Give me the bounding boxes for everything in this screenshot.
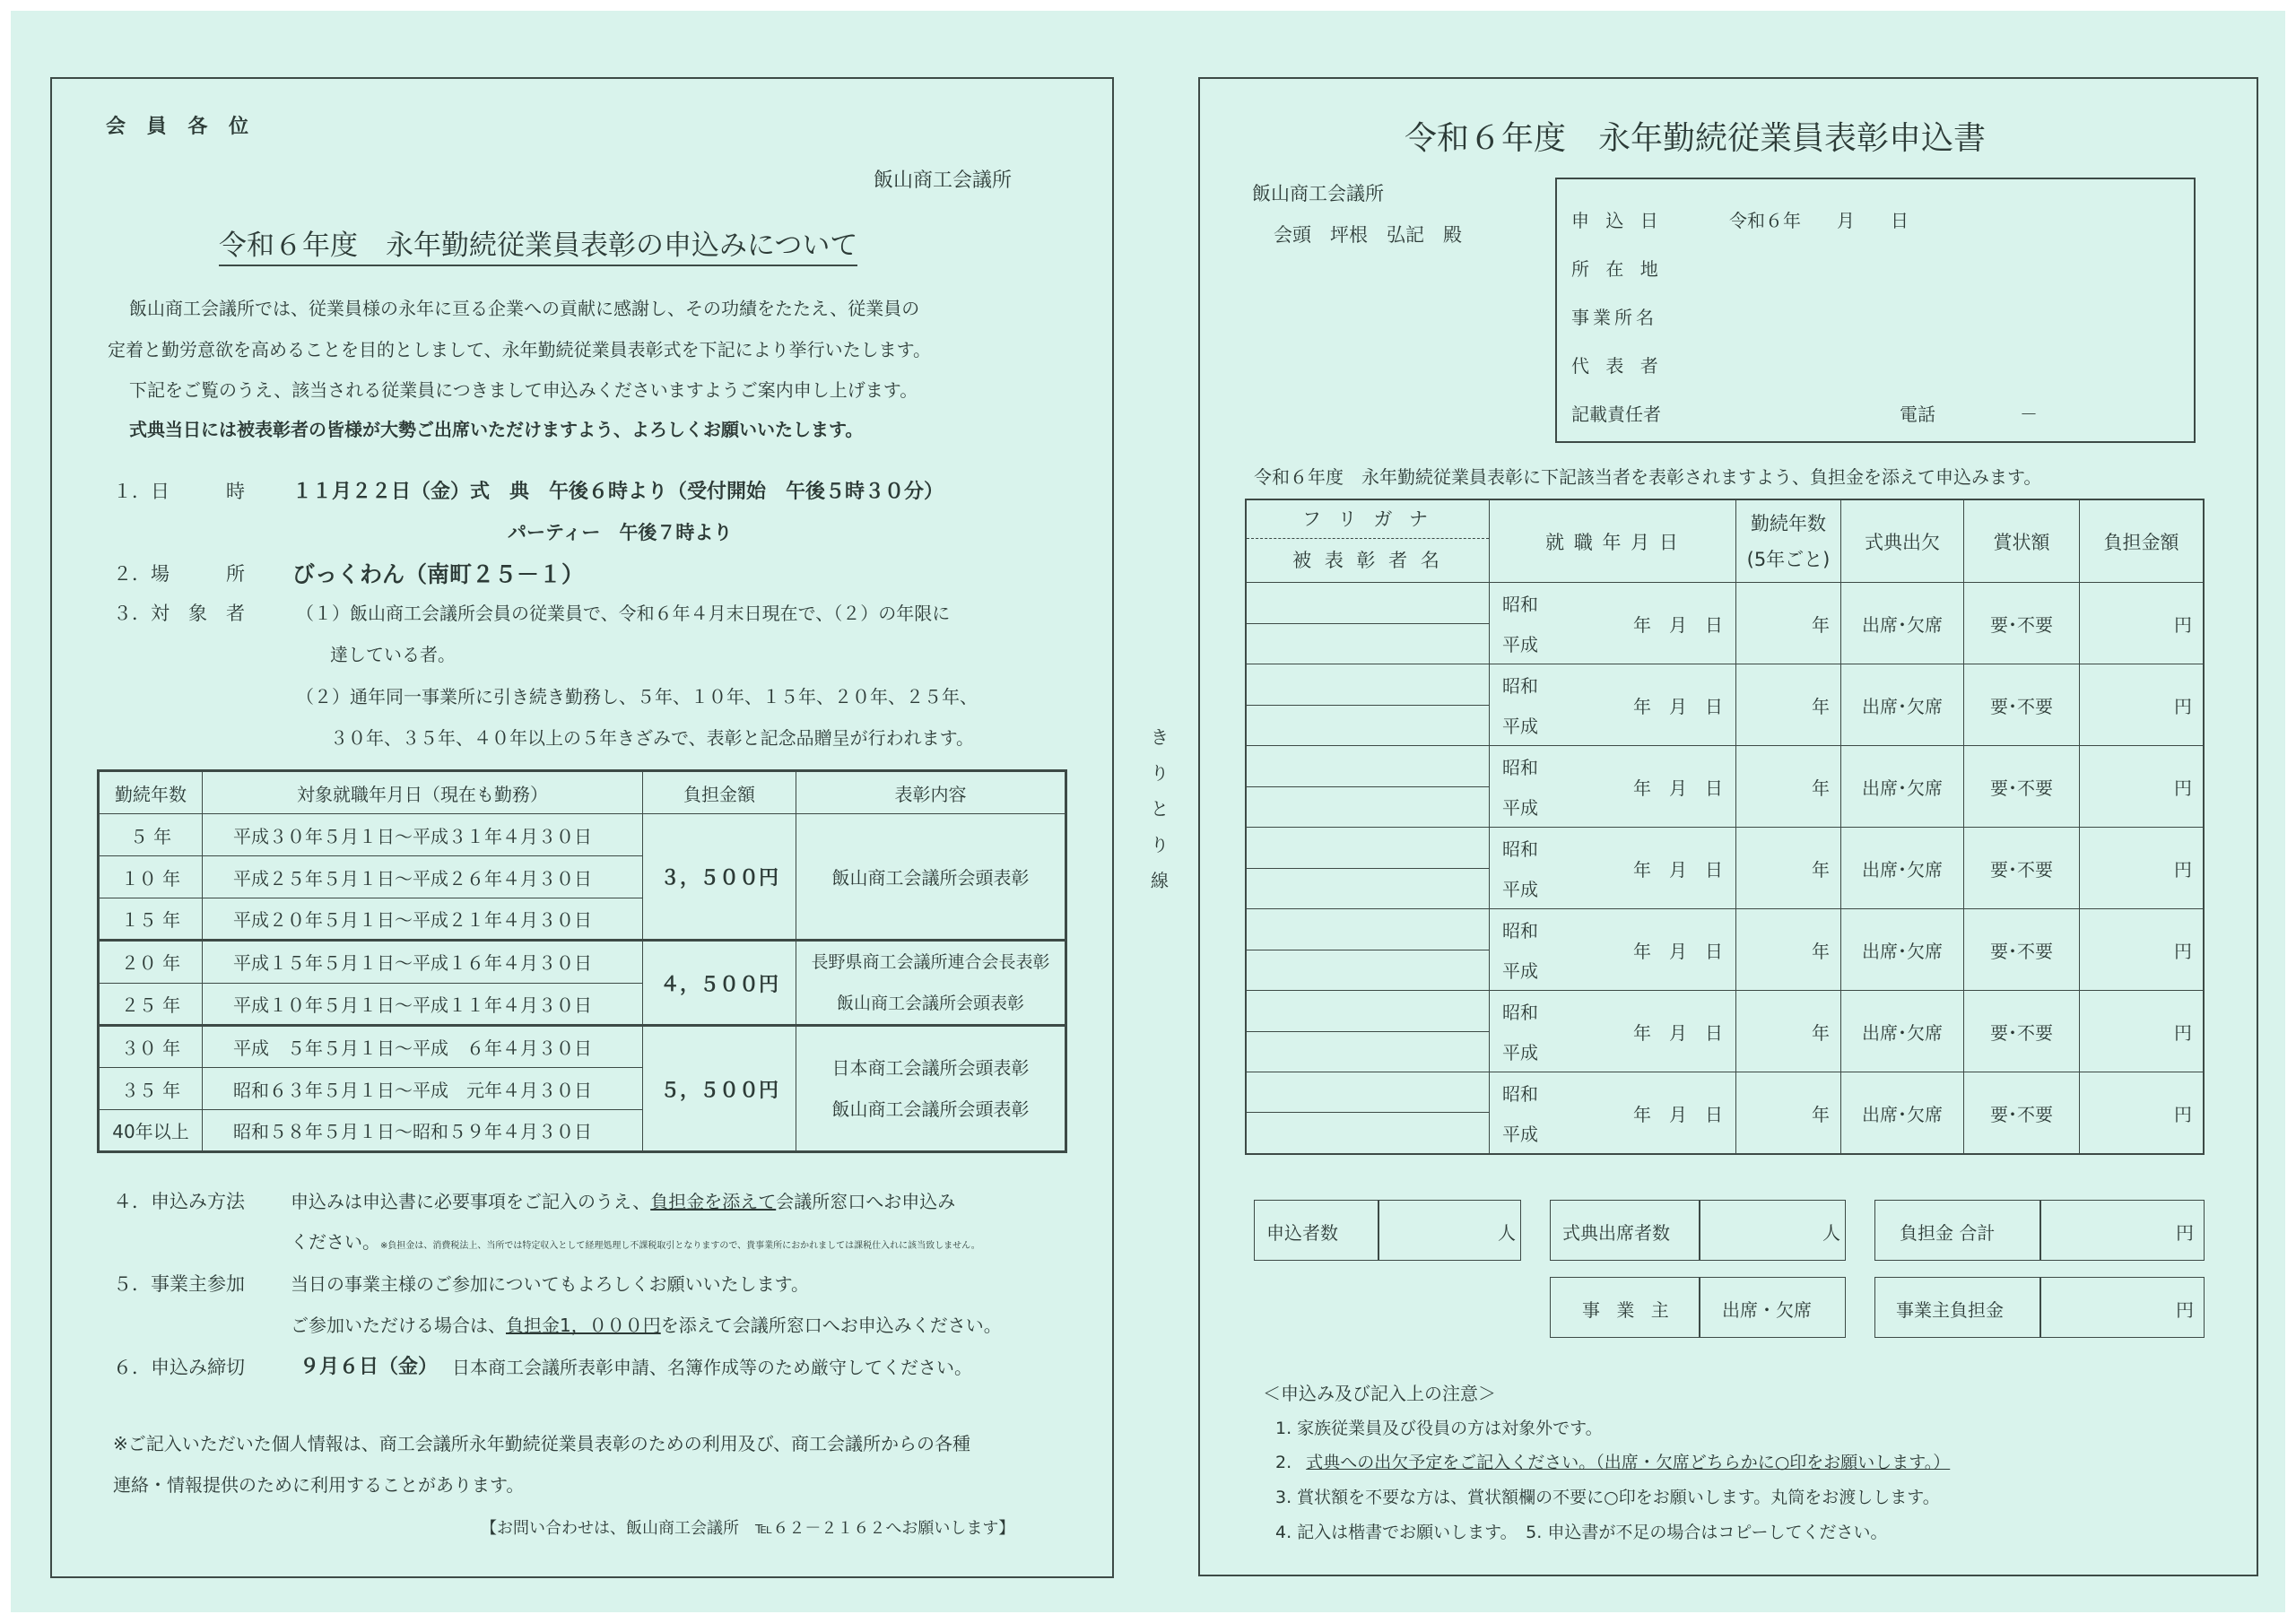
era-heisei: 平成: [1502, 634, 1538, 655]
applicant-rows: [1246, 583, 2204, 1155]
certificate-cell[interactable]: [1964, 746, 2080, 828]
item1-party: パーティー 午後７時より: [508, 522, 733, 543]
notes-title: ＜申込み及び記入上の注意＞: [1263, 1383, 1496, 1404]
era-heisei: 平成: [1502, 797, 1538, 819]
attendee-count-unit[interactable]: 人: [1822, 1222, 1840, 1244]
fee-cell: ５，５００円: [643, 1026, 796, 1152]
owner-attendance[interactable]: 出席・欠席: [1722, 1299, 1812, 1321]
era-showa: 昭和: [1502, 594, 1538, 615]
attendee-count-label: 式典出席者数: [1562, 1222, 1670, 1244]
th-employment-date: 就 職 年 月 日: [1490, 499, 1736, 583]
app-date-label: 申 込 日: [1571, 210, 1664, 231]
row-period: 平成２０年５月１日～平成２１年４月３０日: [203, 898, 643, 941]
row-years: １５ 年: [99, 898, 203, 941]
form-lead: 令和６年度 永年勤続従業員表彰に下記該当者を表彰されますよう、負担金を添えて申込みます。: [1254, 466, 2042, 488]
certificate-cell[interactable]: [1964, 664, 2080, 746]
furigana-input[interactable]: [1246, 583, 1490, 624]
date-units: 年 月 日: [1633, 940, 1723, 962]
era-heisei: 平成: [1502, 1042, 1538, 1063]
note-2-number: 2.: [1275, 1453, 1292, 1472]
name-input[interactable]: [1246, 623, 1490, 664]
item6-date: ９月６日（金）: [300, 1356, 439, 1378]
era-heisei: 平成: [1502, 716, 1538, 737]
app-date-value[interactable]: 令和６年 月 日: [1729, 210, 1909, 231]
era-showa: 昭和: [1502, 1002, 1538, 1023]
fee-total-unit[interactable]: 円: [2176, 1222, 2194, 1244]
cut-char: り: [1151, 762, 1169, 784]
fee-amount-cell[interactable]: [2080, 828, 2205, 909]
applicant-count-unit[interactable]: 人: [1498, 1222, 1516, 1244]
service-years-cell[interactable]: [1736, 583, 1841, 664]
yen-unit: 円: [2174, 858, 2192, 881]
name-input[interactable]: [1246, 868, 1490, 909]
award-line: 飯山商工会議所会頭表彰: [836, 994, 1024, 1013]
th-attendance: 式典出欠: [1841, 499, 1964, 583]
cut-char: と: [1151, 798, 1169, 820]
applicant-row: [1246, 828, 2204, 869]
name-input[interactable]: [1246, 950, 1490, 991]
owner-fee-unit[interactable]: 円: [2176, 1299, 2194, 1321]
service-years-cell[interactable]: [1736, 828, 1841, 909]
salutation: 会 員 各 位: [106, 116, 256, 138]
row-period: 平成２５年５月１日～平成２６年４月３０日: [203, 856, 643, 898]
era-showa: 昭和: [1502, 675, 1538, 697]
era-showa: 昭和: [1502, 1083, 1538, 1105]
item1-label: １．日 時: [113, 481, 245, 502]
th-service-years: [1736, 499, 1841, 583]
award-line: 飯山商工会議所会頭表彰: [831, 1098, 1030, 1120]
attendance-cell[interactable]: [1841, 991, 1964, 1072]
employment-date-cell[interactable]: [1490, 746, 1736, 828]
attend-divider: [1699, 1200, 1700, 1261]
item4-text-c: ください。: [291, 1231, 380, 1253]
item4-line-2: [291, 1228, 980, 1254]
intro-line-3: 下記をご覧のうえ、該当される従業員につきまして申込みくださいますようご案内申し上げます。: [129, 379, 918, 401]
owner-fee-label: 事業主負担金: [1896, 1299, 2004, 1321]
name-input[interactable]: [1246, 1031, 1490, 1072]
fee-amount-cell[interactable]: [2080, 583, 2205, 664]
yen-unit: 円: [2174, 1103, 2192, 1125]
phone-dash: －: [2020, 404, 2038, 425]
form-title: 令和６年度 永年勤続従業員表彰申込書: [1405, 120, 1987, 157]
item4-text-b: 会議所窓口へお申込み: [776, 1191, 956, 1212]
certificate-cell[interactable]: [1964, 991, 2080, 1072]
applicant-row: [1246, 664, 2204, 706]
year-unit: 年: [1812, 1021, 1830, 1044]
date-units: 年 月 日: [1633, 1021, 1723, 1044]
service-years-cell[interactable]: [1736, 1072, 1841, 1155]
row-period: 平成 ５年５月１日～平成 ６年４月３０日: [203, 1026, 643, 1068]
year-unit: 年: [1812, 695, 1830, 717]
intro-bold-line: 式典当日には被表彰者の皆様が大勢ご出席いただけますよう、よろしくお願いいたします。: [129, 419, 864, 440]
privacy-line-2: 連絡・情報提供のために利用することがあります。: [113, 1474, 525, 1496]
service-years-cell[interactable]: [1736, 664, 1841, 746]
note-2-text: 式典への出欠予定をご記入ください。（出席・欠席どちらかに○印をお願いします。）: [1306, 1453, 1951, 1472]
th-period: 対象就職年月日（現在も勤務）: [203, 771, 643, 814]
certificate-choice: 要･不要: [1990, 777, 2053, 799]
attendance-choice: 出席･欠席: [1862, 858, 1943, 881]
certificate-choice: 要･不要: [1990, 940, 2053, 962]
year-unit: 年: [1812, 777, 1830, 799]
attendance-cell[interactable]: [1841, 746, 1964, 828]
award-cell: 飯山商工会議所会頭表彰: [796, 814, 1066, 941]
era-showa: 昭和: [1502, 838, 1538, 860]
furigana-input[interactable]: [1246, 1072, 1490, 1113]
row-period: 平成３０年５月１日～平成３１年４月３０日: [203, 814, 643, 856]
item5-label: ５．事業主参加: [113, 1273, 245, 1295]
attendance-cell[interactable]: [1841, 583, 1964, 664]
name-input[interactable]: [1246, 786, 1490, 828]
item5-text-underlined: 負担金1，０００円: [506, 1315, 661, 1336]
th-name: [1246, 499, 1490, 583]
note-2: [1275, 1449, 1950, 1473]
attendance-choice: 出席･欠席: [1862, 1103, 1943, 1125]
era-showa: 昭和: [1502, 920, 1538, 942]
date-units: 年 月 日: [1633, 858, 1723, 881]
cut-char: き: [1151, 726, 1169, 748]
scanned-sheet: [11, 11, 2285, 1612]
furigana-input[interactable]: [1246, 664, 1490, 706]
item1-date: １１月２２日（金）式 典 午後６時より（受付開始 午後５時３０分）: [292, 481, 944, 503]
note-4: 4. 記入は楷書でお願いします。 5. 申込書が不足の場合はコピーしてください。: [1275, 1523, 1888, 1542]
attendance-choice: 出席･欠席: [1862, 1021, 1943, 1044]
row-years: ３５ 年: [99, 1068, 203, 1110]
cut-line-label: [1146, 719, 1173, 898]
service-years-cell[interactable]: [1736, 746, 1841, 828]
row-years: ５ 年: [99, 814, 203, 856]
item3-line-3: （２）通年同一事業所に引き続き勤務し、５年、１０年、１５年、２０年、２５年、: [296, 686, 978, 707]
employment-date-cell[interactable]: [1490, 583, 1736, 664]
service-years-cell[interactable]: [1736, 909, 1841, 991]
item3-line-4: ３０年、３５年、４０年以上の５年きざみで、表彰と記念品贈呈が行われます。: [330, 727, 974, 749]
era-showa: 昭和: [1502, 757, 1538, 778]
fee-amount-cell[interactable]: [2080, 991, 2205, 1072]
certificate-choice: 要･不要: [1990, 695, 2053, 717]
fee-cell: ４，５００円: [643, 941, 796, 1026]
item4-tax-note: ※負担金は、消費税法上、当所では特定収入として経理処理し不課税取引となりますので、貴事業所におかれましては課税仕入れに該当致しません。: [380, 1241, 980, 1251]
attendance-choice: 出席･欠席: [1862, 695, 1943, 717]
cut-char: り: [1151, 834, 1169, 855]
fee-amount-cell[interactable]: [2080, 909, 2205, 991]
item4-text-a: 申込みは申込書に必要事項をご記入のうえ、: [291, 1191, 651, 1212]
company-label: 事業所名: [1571, 307, 1657, 328]
row-period: 昭和６３年５月１日～平成 元年４月３０日: [203, 1068, 643, 1110]
row-period: 平成１５年５月１日～平成１６年４月３０日: [203, 941, 643, 984]
award-line: 長野県商工会議所連合会長表彰: [811, 952, 1050, 972]
furigana-input[interactable]: [1246, 991, 1490, 1032]
row-years: ２５ 年: [99, 983, 203, 1026]
item2-label: ２．場 所: [113, 563, 245, 585]
applicant-row: [1246, 909, 2204, 950]
row-years: １０ 年: [99, 856, 203, 898]
address-label: 所 在 地: [1571, 258, 1664, 280]
name-input[interactable]: [1246, 1113, 1490, 1154]
count-divider: [1378, 1200, 1379, 1261]
intro-line-2: 定着と勤労意欲を高めることを目的としまして、永年勤続従業員表彰式を下記により挙行いたします。: [108, 339, 931, 360]
notice-title: 令和６年度 永年勤続従業員表彰の申込みについて: [219, 222, 857, 266]
furigana-input[interactable]: [1246, 746, 1490, 787]
note-3: 3. 賞状額を不要な方は、賞状額欄の不要に○印をお願いします。丸筒をお渡しします。: [1275, 1488, 1940, 1507]
award-cell: [796, 941, 1066, 1026]
applicant-row: [1246, 991, 2204, 1032]
yen-unit: 円: [2174, 613, 2192, 636]
item4-text-underlined: 負担金を添えて: [650, 1191, 777, 1212]
contact-line: 【お問い合わせは、飯山商工会議所 ℡６２－２１６２へお願いします】: [481, 1519, 1015, 1538]
year-unit: 年: [1812, 858, 1830, 881]
certificate-choice: 要･不要: [1990, 1103, 2053, 1125]
certificate-cell[interactable]: [1964, 909, 2080, 991]
owner-label: 事 業 主: [1582, 1299, 1674, 1321]
item5-text-b: を添えて会議所窓口へお申込みください。: [660, 1315, 1002, 1336]
date-units: 年 月 日: [1633, 777, 1723, 799]
fee-amount-cell[interactable]: [2080, 664, 2205, 746]
furigana-input[interactable]: [1246, 909, 1490, 950]
era-heisei: 平成: [1502, 1124, 1538, 1145]
applicant-row: [1246, 746, 2204, 787]
certificate-cell[interactable]: [1964, 583, 2080, 664]
name-input[interactable]: [1246, 705, 1490, 746]
sender: 飯山商工会議所: [874, 169, 1013, 192]
row-years: 40年以上: [99, 1110, 203, 1152]
applicant-row: [1246, 583, 2204, 624]
award-line: 日本商工会議所会頭表彰: [831, 1057, 1030, 1079]
certificate-choice: 要･不要: [1990, 613, 2053, 636]
applicants-table: [1245, 499, 2205, 1155]
th-service-years-label: 勤続年数: [1751, 512, 1826, 534]
th-furigana: フ リ ガ ナ: [1247, 500, 1489, 539]
fee-amount-cell[interactable]: [2080, 746, 2205, 828]
certificate-choice: 要･不要: [1990, 1021, 2053, 1044]
representative-label: 代 表 者: [1571, 355, 1664, 377]
th-years: 勤続年数: [99, 771, 203, 814]
item5-text-a: ご参加いただける場合は、: [291, 1315, 506, 1336]
era-heisei: 平成: [1502, 960, 1538, 982]
owner-fee-divider: [2039, 1277, 2041, 1338]
yen-unit: 円: [2174, 940, 2192, 962]
year-unit: 年: [1812, 613, 1830, 636]
year-unit: 年: [1812, 1103, 1830, 1125]
item6-text: 日本商工会議所表彰申請、名簿作成等のため厳守してください。: [452, 1357, 972, 1378]
attendance-choice: 出席･欠席: [1862, 940, 1943, 962]
item6-label: ６．申込み締切: [113, 1357, 245, 1378]
fee-amount-cell[interactable]: [2080, 1072, 2205, 1155]
person-in-charge-label: 記載責任者: [1571, 404, 1661, 425]
attendance-cell[interactable]: [1841, 1072, 1964, 1155]
attendance-cell[interactable]: [1841, 664, 1964, 746]
fee-total-divider: [2039, 1200, 2041, 1261]
cut-char: 線: [1151, 870, 1169, 891]
item5-line-1: 当日の事業主様のご参加についてもよろしくお願いいたします。: [291, 1273, 809, 1295]
year-unit: 年: [1812, 940, 1830, 962]
intro-line-1: 飯山商工会議所では、従業員様の永年に亘る企業への貢献に感謝し、その功績をたたえ、従業員の: [129, 298, 920, 319]
th-certificate: 賞状額: [1964, 499, 2080, 583]
employment-date-cell[interactable]: [1490, 1072, 1736, 1155]
date-units: 年 月 日: [1633, 613, 1723, 636]
item4-label: ４．申込み方法: [113, 1191, 245, 1212]
service-years-cell[interactable]: [1736, 991, 1841, 1072]
attendance-choice: 出席･欠席: [1862, 777, 1943, 799]
th-fee: 負担金額: [643, 771, 796, 814]
fee-cell: ３，５００円: [643, 814, 796, 941]
era-heisei: 平成: [1502, 879, 1538, 900]
addressee-person: 会頭 坪根 弘記 殿: [1274, 224, 1462, 246]
item3-line-1: （１）飯山商工会議所会員の従業員で、令和６年４月末日現在で、（２）の年限に: [296, 603, 951, 624]
fee-total-label: 負担金 合計: [1900, 1222, 1996, 1244]
row-period: 昭和５８年５月１日～昭和５９年４月３０日: [203, 1110, 643, 1152]
th-fee-amount: 負担金額: [2080, 499, 2205, 583]
yen-unit: 円: [2174, 777, 2192, 799]
certificate-choice: 要･不要: [1990, 858, 2053, 881]
award-cell: [796, 1026, 1066, 1152]
row-years: ３０ 年: [99, 1026, 203, 1068]
employment-date-cell[interactable]: [1490, 909, 1736, 991]
certificate-cell[interactable]: [1964, 1072, 2080, 1155]
item2-venue: びっくわん（南町２５－１）: [292, 561, 585, 587]
attendance-choice: 出席･欠席: [1862, 613, 1943, 636]
attendance-cell[interactable]: [1841, 909, 1964, 991]
item3-line-2: 達している者。: [330, 644, 456, 665]
note-1: 1. 家族従業員及び役員の方は対象外です。: [1275, 1419, 1603, 1438]
th-name-label: 被 表 彰 者 名: [1292, 550, 1443, 571]
furigana-input[interactable]: [1246, 828, 1490, 869]
item5-line-2: [291, 1311, 1002, 1337]
th-service-years-sub: (5年ごと): [1746, 548, 1831, 570]
employment-date-cell[interactable]: [1490, 991, 1736, 1072]
certificate-cell[interactable]: [1964, 828, 2080, 909]
applicant-row: [1246, 1072, 2204, 1113]
date-units: 年 月 日: [1633, 695, 1723, 717]
employment-date-cell[interactable]: [1490, 664, 1736, 746]
yen-unit: 円: [2174, 1021, 2192, 1044]
employment-date-cell[interactable]: [1490, 828, 1736, 909]
item3-label: ３．対 象 者: [113, 603, 245, 624]
attendance-cell[interactable]: [1841, 828, 1964, 909]
addressee-org: 飯山商工会議所: [1252, 183, 1384, 204]
th-award: 表彰内容: [796, 771, 1066, 814]
row-years: ２０ 年: [99, 941, 203, 984]
yen-unit: 円: [2174, 695, 2192, 717]
owner-divider: [1699, 1277, 1700, 1338]
date-units: 年 月 日: [1633, 1103, 1723, 1125]
years-table: [97, 769, 1067, 1153]
row-period: 平成１０年５月１日～平成１１年４月３０日: [203, 983, 643, 1026]
item4-line-1: [291, 1187, 955, 1213]
phone-label: 電話: [1900, 404, 1935, 425]
applicant-count-label: 申込者数: [1266, 1222, 1338, 1244]
privacy-line-1: ※ご記入いただいた個人情報は、商工会議所永年勤続従業員表彰のための利用及び、商工会議所からの各種: [113, 1433, 970, 1454]
